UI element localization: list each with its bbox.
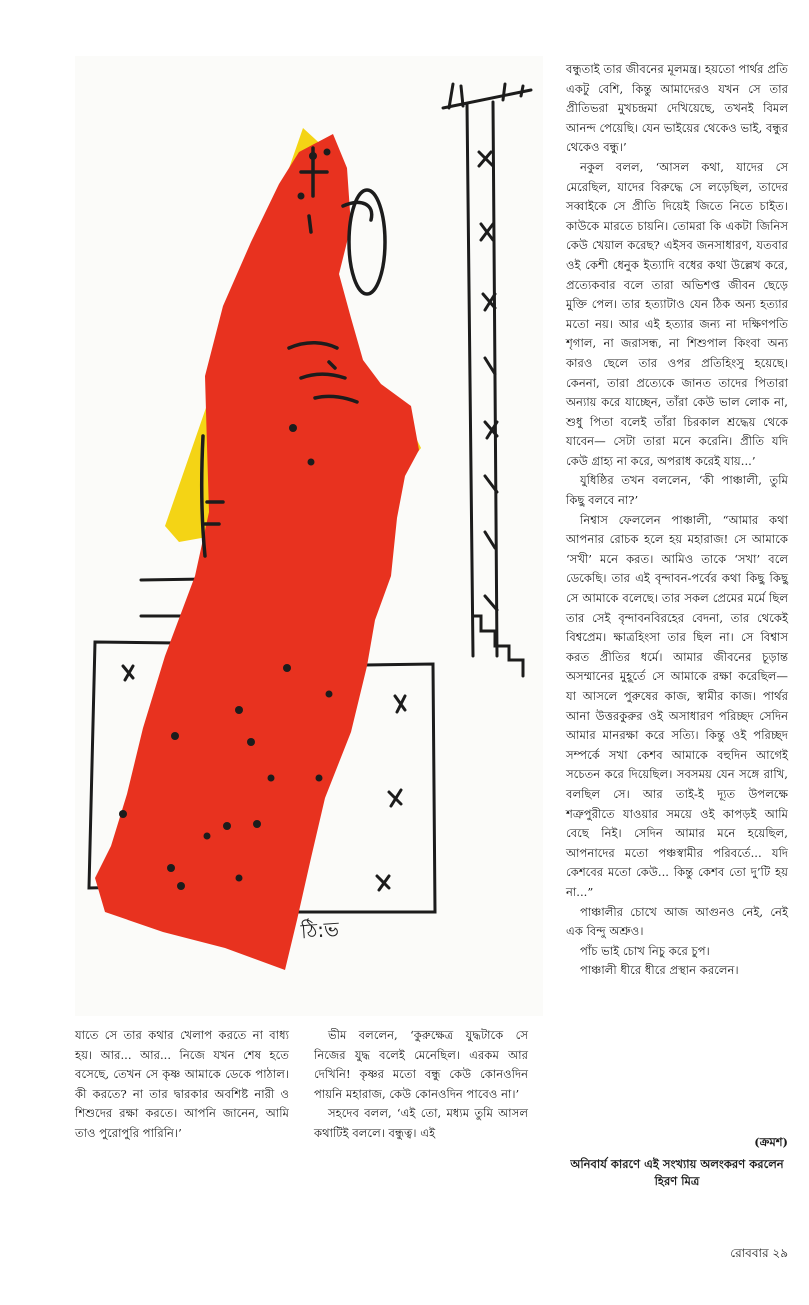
- paragraph: বন্ধুতাই তার জীবনের মূলমন্ত্র। হয়তো পার্থর প্রতি একটু বেশি, কিন্তু আমাদেরও যখন সে তার প্রীতিভরা মুখচন্দ্রমা দেখিয়েছে, তখনই বিমল আনন্দ পেয়েছি। যেন ভাইয়ের থেকেও ভাই, বন্ধুর থেকেও বন্ধু।’: [566, 62, 788, 155]
- paragraph: পাঞ্চালীর চোখে আজ আগুনও নেই, নেই এক বিন্দু অশ্রুও।: [566, 904, 788, 939]
- red-figure: [95, 134, 419, 970]
- article-column-right: [566, 60, 788, 981]
- illustration-canvas: [75, 56, 543, 1016]
- article-column-bottom-left: [75, 1026, 289, 1144]
- page-folio: রোববার ২৯: [730, 1246, 788, 1260]
- paragraph: সহদেব বলল, ‘এই তো, মধ্যম তুমি আসল কথাটিই বললে। বন্ধুত্ব। এই: [314, 1106, 528, 1140]
- credit-name: হিরণ মিত্র: [654, 1174, 700, 1188]
- illustration: [75, 56, 543, 1016]
- article-column-bottom-middle: [314, 1026, 528, 1144]
- illustration-credit: [566, 1156, 788, 1190]
- to-be-continued-label: (ক্রমশ): [754, 1135, 788, 1149]
- paragraph: যুধিষ্ঠির তখন বললেন, ‘কী পাঞ্চালী, তুমি কিছু বলবে না?’: [566, 473, 788, 508]
- paragraph: পাঞ্চালী ধীরে ধীরে প্রস্থান করলেন।: [580, 963, 739, 978]
- paragraph: পাঁচ ভাই চোখ নিচু করে চুপ।: [580, 943, 710, 958]
- artist-signature: ঠি:ভ: [300, 916, 340, 944]
- paragraph: যাতে সে তার কথার খেলাপ করতে না বাধ্য হয়। আর... আর... নিজে যখন শেষ হতে বসেছে, তেখন সে কৃষ্ণ আমাকে ডেকে পাঠাল। কী করতে? না তার দ্বারকার অবশিষ্ট নারী ও শিশুদের রক্ষা করতে। আপনি জানেন, আমি তাও পুরোপুরি পারিনি।’: [75, 1028, 289, 1140]
- paragraph: ভীম বললেন, ‘কুরুক্ষেত্র যুদ্ধটাকে সে নিজের যুদ্ধ বলেই মেনেছিল। এরকম আর দেখিনি! কৃষ্ণর মতো বন্ধু কেউ কোনওদিন পায়নি মহারাজ, কেউ কোনওদিন পাবেও না।’: [314, 1028, 528, 1101]
- paragraph: নকুল বলল, ‘আসল কথা, যাদের সে মেরেছিল, যাদের বিরুদ্ধে সে লড়েছিল, তাদের সব্বাইকে সে প্রীতি দিয়েই জিতে নিতে চাইত। কাউকে মারতে চায়নি। তোমরা কি একটা জিনিস কেউ খেয়াল করেছ? এইসব জনসাধারণ, যতবার ওই কেশী ধেনুক ইত্যাদি বধের কথা উল্লেখ করে, প্রত্যেকবার বলে তারা অভিশপ্ত জীবন ছেড়ে মুক্তি পেল। তার হত্যাটাও যেন ঠিক অন্য হত্যার মতো নয়। আর এই হত্যার জন্য না দক্ষিণপতি শৃগাল, না জরাসন্ধ, না শিশুপাল কিংবা অন্য কারও ছেলে তার ওপর প্রতিহিংসু হয়েছে। কেননা, তারা প্রত্যেকে জানত তাদের পিতারা অন্যায় করে যাচ্ছেন, তাঁরা কেউ ভাল লোক না, শুধু পিতা বলেই তাঁরা চিরকাল শ্রদ্ধেয় থেকে যাবেন— সেটা তারা মনে করেনি। প্রীতি যদি কেউ গ্রাহ্য না করে, অপরাধ করেই যায়...’: [566, 159, 788, 468]
- credit-line: অনিবার্য কারণে এই সংখ্যায় অলংকরণ করলেন: [570, 1157, 784, 1171]
- paragraph: নিশ্বাস ফেললেন পাঞ্চালী, “আমার কথা আপনার রোচক হলে হয় মহারাজ! সে আমাকে ‘সখী’ মনে করত। আমিও তাকে ‘সখা’ বলে ডেকেছি। তার এই বৃন্দাবন-পর্বের কথা কিছু কিছু সে আমাকে বলেছে। তার সকল প্রেমের মর্মে ছিল তার সেই বৃন্দাবনবিরহের বেদনা, তার থেকেই বিশ্বপ্রেম। ক্ষাত্রহিংসা তার ছিল না। সে বিশ্বাস করত প্রীতির ধর্মে। আমার জীবনের চূড়ান্ত অসম্মানের মুহূর্তে সে আমাকে রক্ষা করেছিল— যা আসলে পুরুষের কাজ, স্বামীর কাজ। পার্থর আনা উত্তরকুরুর ওই অসাধারণ পরিচ্ছদ সেদিন আমার মানরক্ষা করে সত্যি। কিন্তু ওই পরিচ্ছদ সম্পর্কে সখা কেশব আমাকে বহুদিন আগেই সচেতন করে দিয়েছিল। সবসময় যেন সঙ্গে রাখি, বলছিল সে। আর তাই-ই দ্যূত উপলক্ষে শত্রুপুরীতে যাওয়ার সময়ে ওই কাপড়ই আমি বেছে নিই। সেদিন আমার মনে হয়েছিল, আপনাদের মতো পঞ্চস্বামীর পরিবর্তে... যদি কেশবের মতো কেউ... কিন্তু কেশব তো দু’টি হয় না...”: [566, 512, 788, 899]
